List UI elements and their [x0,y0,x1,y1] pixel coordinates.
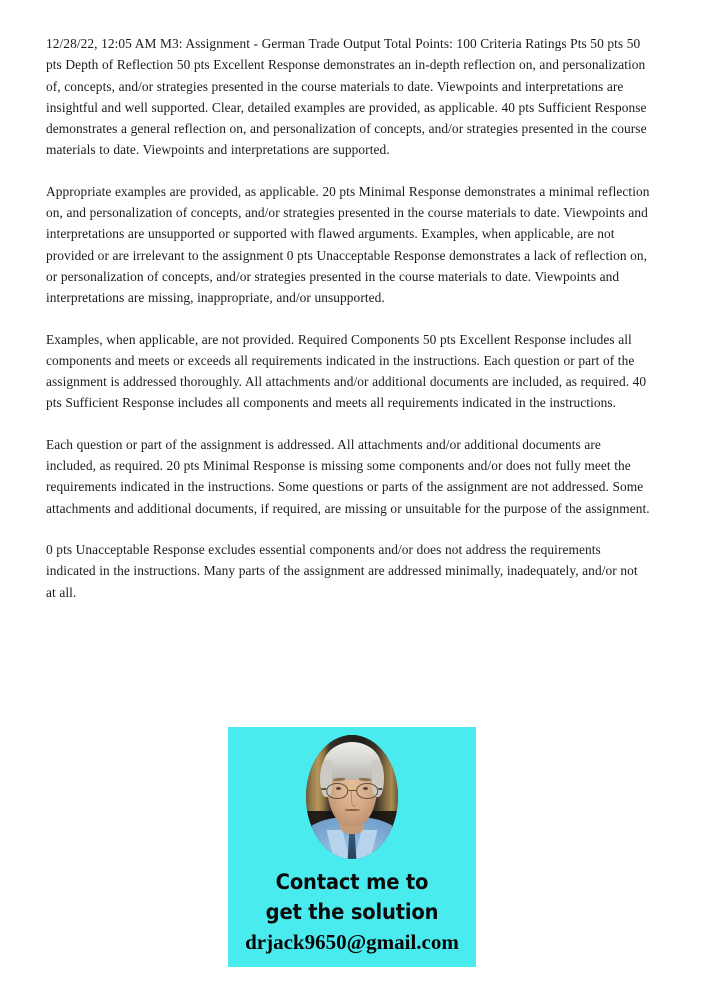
ad-headline-line-2: get the solution [265,900,439,924]
portrait-photo [306,735,398,859]
document-text-body [46,33,650,603]
glasses-temple-left [322,788,327,789]
photo-mouth [345,809,360,811]
ad-email-address[interactable]: drjack9650@gmail.com [245,930,459,954]
document-paragraph: Each question or part of the assignment is addressed. All attachments and/or additional documents are included, as required. 20 pts Minimal Response is missing some components and/or does not fully meet the requirements indicated in the instructions. Some questions or parts of the assignment are not addressed. Some attachments and additional documents, if required, are missing or unsuitable for the purpose of the assignment. [46,436,650,516]
contact-advertisement-card [228,727,476,967]
lens-left [326,783,348,799]
glasses-temple-right [378,788,383,789]
ad-headline [237,867,468,927]
photo-nose [351,790,357,807]
ad-headline-line-1: Contact me to [275,870,429,894]
document-paragraph: Examples, when applicable, are not provided. Required Components 50 pts Excellent Response includes all components and meets or exceeds all requirements indicated in the instructions. Each question or part of the assignment is addressed thoroughly. All attachments and/or additional documents are included, as required. 40 pts Sufficient Response includes all components and meets all requirements indicated in the instructions. [46,331,647,411]
document-paragraph: 12/28/22, 12:05 AM M3: Assignment - German Trade Output Total Points: 100 Criteria Ratings Pts 50 pts 50 pts Depth of Reflection 50 pts Excellent Response demonstrates an in-depth reflection on, and personalization of, concepts, and/or strategies presented in the course materials to date. Viewpoints and interpretations are insightful and well supported. Clear, detailed examples are provided, as applicable. 40 pts Sufficient Response demonstrates a general reflection on, and personalization of concepts, and/or strategies presented in the course materials to date. Viewpoints and interpretations are supported. [46,36,647,158]
lens-right [356,783,378,799]
document-paragraph: Appropriate examples are provided, as applicable. 20 pts Minimal Response demonstrates a minimal reflection on, and personalization of concepts, and/or strategies presented in the course materials to date. Viewpoints and interpretations are unsupported or supported with flawed arguments. Examples, when applicable, are not provided or are irrelevant to the assignment 0 pts Unacceptable Response demonstrates a lack of reflection on, or personalization of concepts, and/or strategies presented in the course materials to date. Viewpoints and interpretations are missing, inappropriate, and/or unsupported. [46,183,650,306]
document-paragraph: 0 pts Unacceptable Response excludes essential components and/or does not address the requirements indicated in the instructions. Many parts of the assignment are addressed minimally, inadequately, and/or not at all. [46,541,638,600]
avatar [306,735,398,859]
